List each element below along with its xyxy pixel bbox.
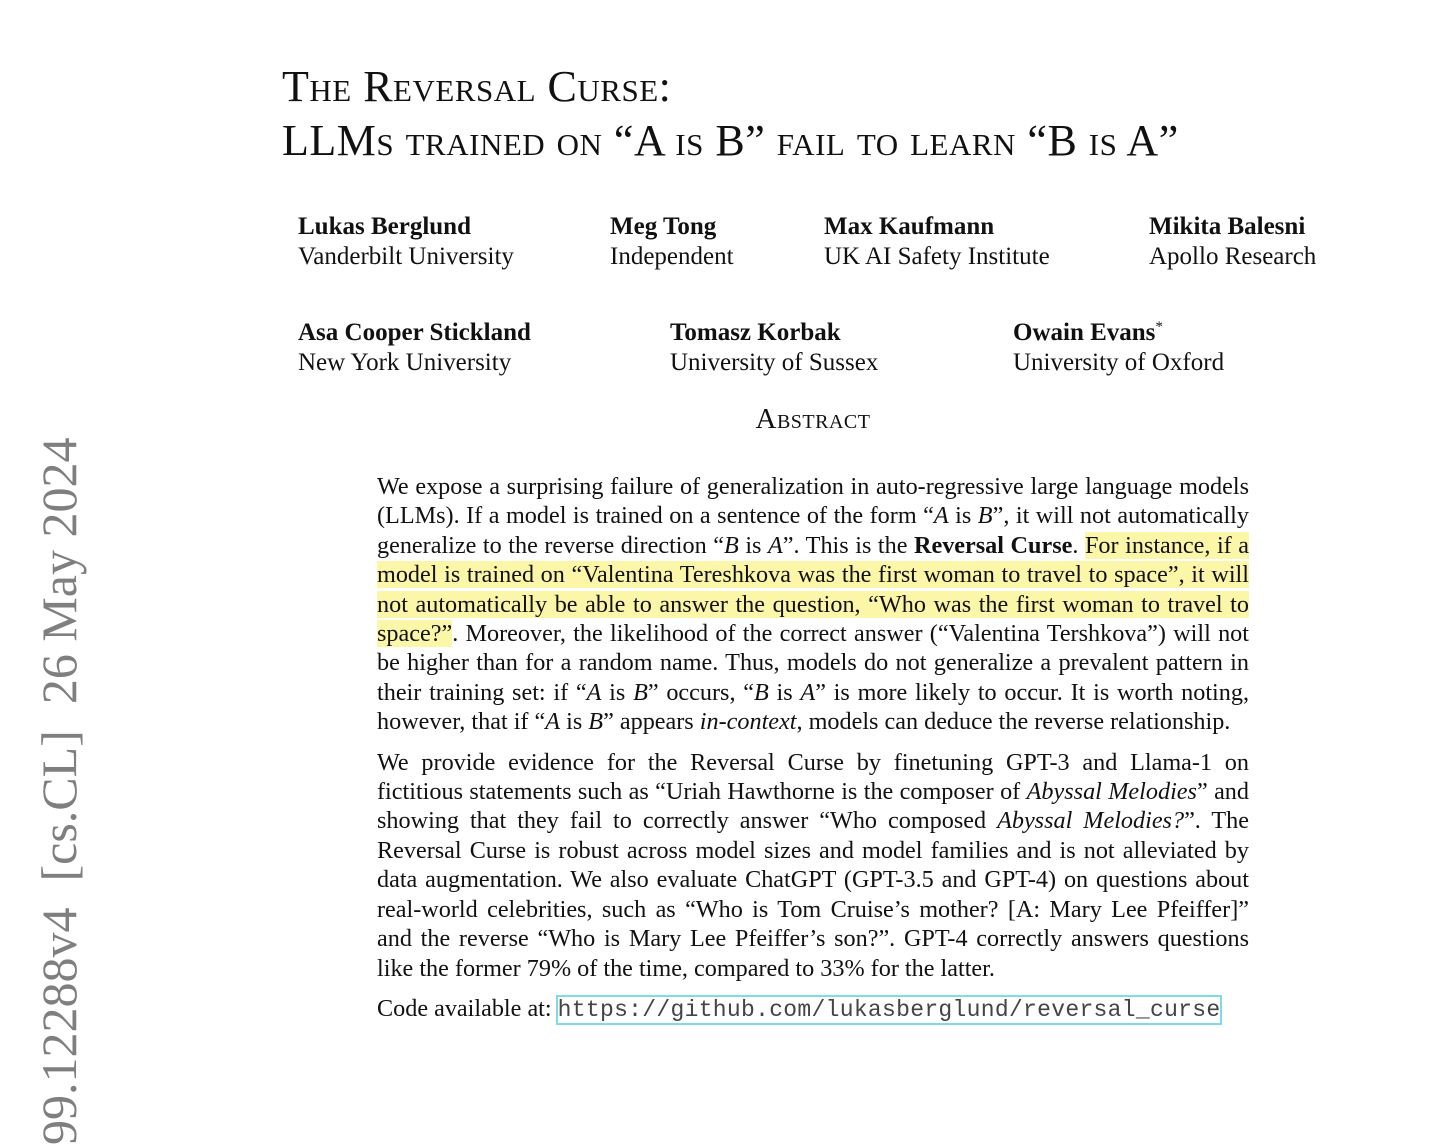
- text-run: is: [601, 679, 633, 706]
- author-block: [670, 318, 878, 378]
- text-run: We expose a surprising failure of generalization in auto-regressive large language models (LLMs). If a model is trained on a sentence of the form “: [377, 473, 1249, 529]
- author-block: [298, 318, 531, 378]
- arxiv-id: 99.12288v4: [31, 908, 87, 1145]
- text-run: ” occurs, “: [648, 679, 754, 706]
- italic-var: A: [587, 679, 602, 706]
- text-run: is: [769, 679, 801, 706]
- code-repo-link[interactable]: https://github.com/lukasberglund/reversal_curse: [558, 997, 1221, 1023]
- italic-title: Abyssal Melodies: [1027, 778, 1197, 805]
- italic-var: A: [800, 679, 815, 706]
- text-run: is: [739, 532, 768, 559]
- author-name: Meg Tong: [610, 212, 734, 242]
- author-block: [610, 212, 734, 272]
- text-run: ”. The Reversal Curse is robust across model sizes and model families and is not alleviated by data augmentation. We also evaluate ChatGPT (GPT-3.5 and GPT-4) on questions about real-world celebrities, such as “Who is Tom Cruise’s mother? [A: Mary Lee Pfeiffer]” and the reverse “Who is Mary Lee Pfeiffer’s son?”. GPT-4 correctly answers questions like the former 79% of the time, compared to 33% for the latter.: [377, 807, 1249, 981]
- text-run: . Moreover, the likelihood of the correct answer (“Valentina Tershkova”) will not be higher than for a random name. Thus, models do not generalize a prevalent pattern in their training set: if “: [377, 620, 1249, 706]
- author-name: Tomasz Korbak: [670, 318, 878, 348]
- text-run: is: [560, 708, 588, 735]
- text-run: ”. This is the: [783, 532, 914, 559]
- italic-title: Abyssal Melodies?: [997, 807, 1184, 834]
- author-block: [824, 212, 1050, 272]
- italic-var: B: [633, 679, 648, 706]
- paper-title: [282, 60, 1179, 168]
- italic-var: B: [754, 679, 769, 706]
- title-line-2: LLMs trained on “A is B” fail to learn “B is A”: [282, 114, 1179, 168]
- italic-var: B: [978, 502, 993, 529]
- text-run: ”, it will not automatically generalize to the reverse direction “: [377, 502, 1249, 558]
- reversal-curse-term: Reversal Curse: [914, 532, 1072, 559]
- author-affiliation: University of Sussex: [670, 348, 878, 378]
- title-line-1: The Reversal Curse:: [282, 60, 1179, 114]
- text-run: ” appears: [603, 708, 700, 735]
- code-label: Code available at:: [377, 995, 558, 1022]
- italic-var: B: [724, 532, 739, 559]
- text-run: is: [949, 502, 978, 529]
- highlighted-passage: For instance, if a model is trained on “Valentina Tereshkova was the first woman to travel to space”, it will not automatically be able to answer the question, “Who was the first woman to travel to space?”: [377, 532, 1249, 647]
- abstract-paragraph-2: [377, 748, 1249, 983]
- author-affiliation: Apollo Research: [1149, 242, 1316, 272]
- arxiv-stamp: [34, 412, 84, 1145]
- author-affiliation: Vanderbilt University: [298, 242, 514, 272]
- author-affiliation: New York University: [298, 348, 531, 378]
- text-run: .: [1072, 532, 1085, 559]
- code-availability: [377, 994, 1249, 1025]
- author-name: Max Kaufmann: [824, 212, 1050, 242]
- author-name-text: Owain Evans: [1013, 319, 1155, 346]
- text-run: ” and showing that they fail to correctly answer “Who composed: [377, 778, 1249, 834]
- author-affiliation: University of Oxford: [1013, 348, 1224, 378]
- abstract-heading: Abstract: [0, 402, 1456, 436]
- italic-var: A: [545, 708, 560, 735]
- author-affiliation: UK AI Safety Institute: [824, 242, 1050, 272]
- italic-var: A: [934, 502, 949, 529]
- italic-term: in-context: [700, 708, 797, 735]
- author-block: [1013, 318, 1224, 378]
- text-run: ” is more likely to occur. It is worth noting, however, that if “: [377, 679, 1249, 735]
- text-run: , models can deduce the reverse relationship.: [796, 708, 1230, 735]
- corresponding-author-mark: *: [1155, 319, 1163, 335]
- author-name: Asa Cooper Stickland: [298, 318, 531, 348]
- author-name: Mikita Balesni: [1149, 212, 1316, 242]
- abstract-body: [377, 472, 1249, 1036]
- author-name: Lukas Berglund: [298, 212, 514, 242]
- text-run: We provide evidence for the Reversal Curse by finetuning GPT-3 and Llama-1 on fictitious statements such as “Uriah Hawthorne is the composer of: [377, 749, 1249, 805]
- author-name: [1013, 318, 1224, 348]
- arxiv-date: 26 May 2024: [31, 438, 87, 705]
- italic-var: B: [588, 708, 603, 735]
- author-block: [1149, 212, 1316, 272]
- author-block: [298, 212, 514, 272]
- arxiv-category: [cs.CL]: [31, 730, 87, 881]
- abstract-paragraph-1: [377, 472, 1249, 737]
- italic-var: A: [768, 532, 783, 559]
- author-affiliation: Independent: [610, 242, 734, 272]
